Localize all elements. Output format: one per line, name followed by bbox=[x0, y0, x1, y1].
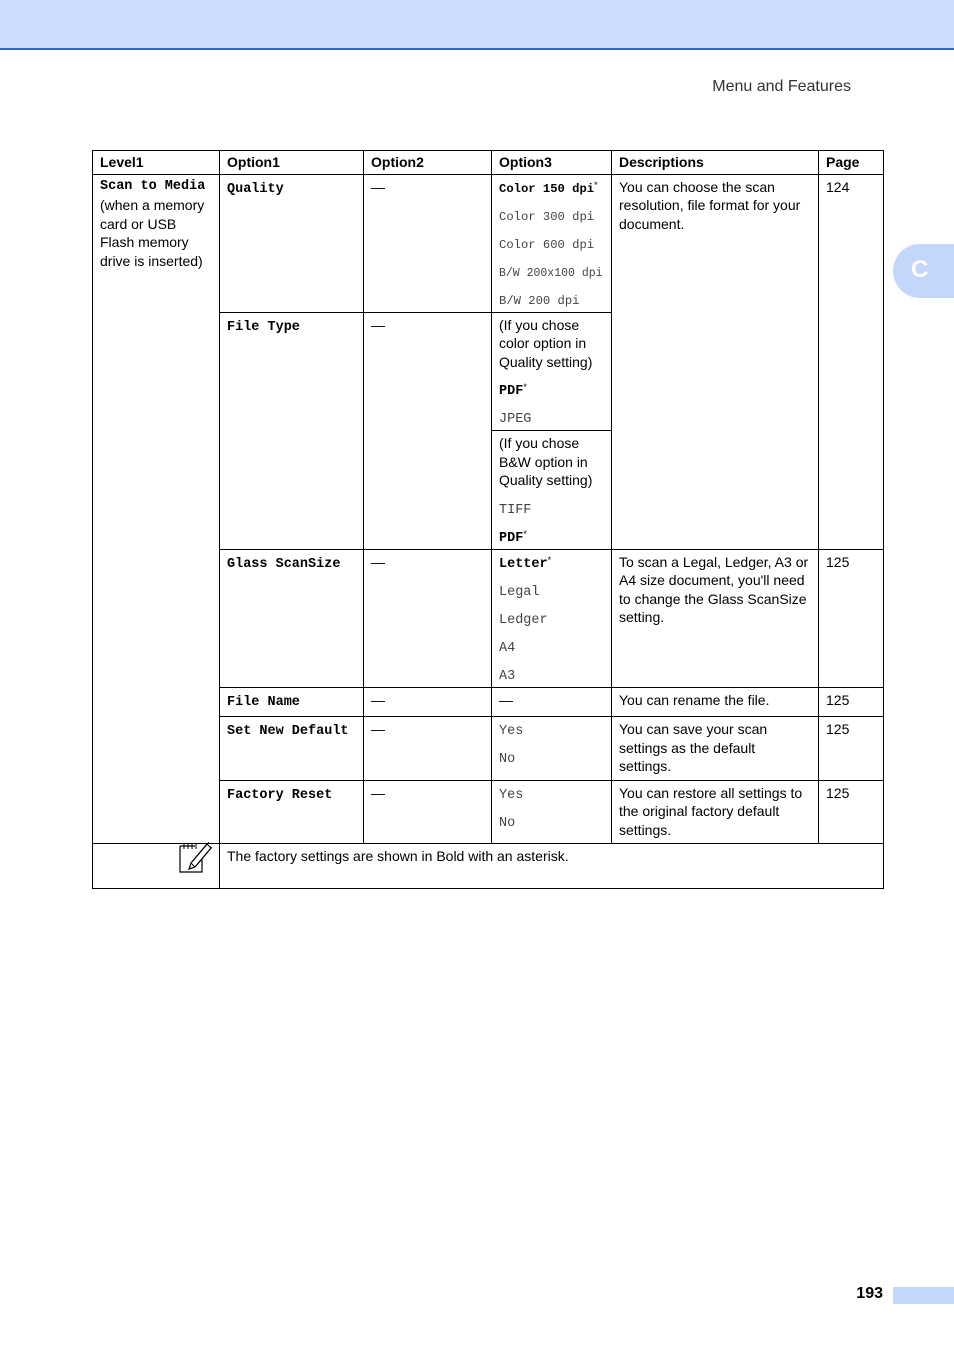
option-value: Ledger bbox=[499, 612, 548, 628]
option3-quality: Color 150 dpi* Color 300 dpi Color 600 dpi B/W 200x100 dpi B/W 200 dpi bbox=[492, 174, 612, 312]
col-header-option3: Option3 bbox=[492, 151, 612, 175]
chapter-tab bbox=[893, 244, 954, 298]
page-file-name: 125 bbox=[819, 687, 884, 717]
description-quality: You can choose the scan resolution, file format for your document. bbox=[612, 174, 819, 549]
page-factory-reset: 125 bbox=[819, 780, 884, 844]
option-value: Letter bbox=[499, 556, 548, 572]
col-header-option2: Option2 bbox=[364, 151, 492, 175]
option-value: Color 300 dpi bbox=[499, 209, 595, 224]
option3-factory-reset bbox=[492, 780, 612, 844]
option1-file-type: File Type bbox=[220, 312, 364, 549]
option-value: No bbox=[499, 815, 516, 831]
option1-file-name: File Name bbox=[220, 687, 364, 717]
file-type-bw-note: (If you chose B&W option in Quality setting) bbox=[499, 435, 593, 488]
option1-set-new-default: Set New Default bbox=[220, 717, 364, 781]
chapter-tab-letter: C bbox=[911, 256, 929, 283]
description-glass-scansize: To scan a Legal, Ledger, A3 or A4 size document, you'll need to change the Glass ScanSize setting. bbox=[612, 549, 819, 687]
page-number-bar bbox=[893, 1287, 954, 1304]
option-value: TIFF bbox=[499, 502, 532, 518]
page-glass-scansize: 125 bbox=[819, 549, 884, 687]
running-title: Menu and Features bbox=[712, 78, 851, 95]
description-set-new-default: You can save your scan settings as the default settings. bbox=[612, 717, 819, 781]
option-value: Legal bbox=[499, 584, 540, 600]
option1-factory-reset: Factory Reset bbox=[220, 780, 364, 844]
page-quality: 124 bbox=[819, 174, 884, 549]
option-value: B/W 200 dpi bbox=[499, 293, 580, 308]
option3-file-name: — bbox=[492, 687, 612, 717]
level1-name: Scan to Media bbox=[100, 178, 206, 194]
table-header-row bbox=[93, 151, 884, 175]
col-header-level1: Level1 bbox=[93, 151, 220, 175]
option-value: Color 150 dpi bbox=[499, 181, 595, 196]
option-value: Color 600 dpi bbox=[499, 237, 595, 252]
header-band bbox=[0, 0, 954, 50]
note-pencil-icon bbox=[177, 839, 213, 875]
option2-quality: — bbox=[364, 174, 492, 312]
level1-note: (when a memory card or USB Flash memory drive is inserted) bbox=[100, 197, 205, 269]
option-value: Yes bbox=[499, 724, 524, 739]
col-header-page: Page bbox=[819, 151, 884, 175]
option2-set-new-default: — bbox=[364, 717, 492, 781]
page-number: 193 bbox=[856, 1285, 883, 1302]
option3-file-type-bw: (If you chose B&W option in Quality setting) TIFF PDF* bbox=[492, 431, 612, 550]
description-file-name: You can rename the file. bbox=[612, 687, 819, 717]
option2-file-name: — bbox=[364, 687, 492, 717]
option-value: B/W 200x100 dpi bbox=[499, 266, 603, 280]
level1-cell bbox=[93, 174, 220, 844]
option1-glass-scansize: Glass ScanSize bbox=[220, 549, 364, 687]
footnote: The factory settings are shown in Bold with an asterisk. bbox=[220, 844, 884, 889]
file-type-color-note: (If you chose color option in Quality setting) bbox=[499, 316, 593, 370]
option3-glass-scansize: Letter* Legal Ledger A4 A3 bbox=[492, 549, 612, 687]
option-value: Yes bbox=[499, 787, 524, 803]
option-value: No bbox=[499, 752, 516, 767]
option-value: JPEG bbox=[499, 412, 532, 427]
option3-file-type-color: (If you chose color option in Quality setting) PDF* JPEG bbox=[492, 312, 612, 431]
menu-table bbox=[92, 150, 884, 889]
option2-glass-scansize: — bbox=[364, 549, 492, 687]
table-row bbox=[93, 174, 884, 312]
option3-set-new-default bbox=[492, 717, 612, 781]
option1-quality: Quality bbox=[220, 174, 364, 312]
option-value: PDF bbox=[499, 530, 524, 546]
col-header-option1: Option1 bbox=[220, 151, 364, 175]
option-value: A3 bbox=[499, 668, 516, 684]
description-factory-reset: You can restore all settings to the original factory default settings. bbox=[612, 780, 819, 844]
option2-factory-reset: — bbox=[364, 780, 492, 844]
col-header-descriptions: Descriptions bbox=[612, 151, 819, 175]
option-value: A4 bbox=[499, 640, 516, 656]
page-set-new-default: 125 bbox=[819, 717, 884, 781]
option-value: PDF bbox=[499, 384, 524, 399]
option2-file-type: — bbox=[364, 312, 492, 549]
